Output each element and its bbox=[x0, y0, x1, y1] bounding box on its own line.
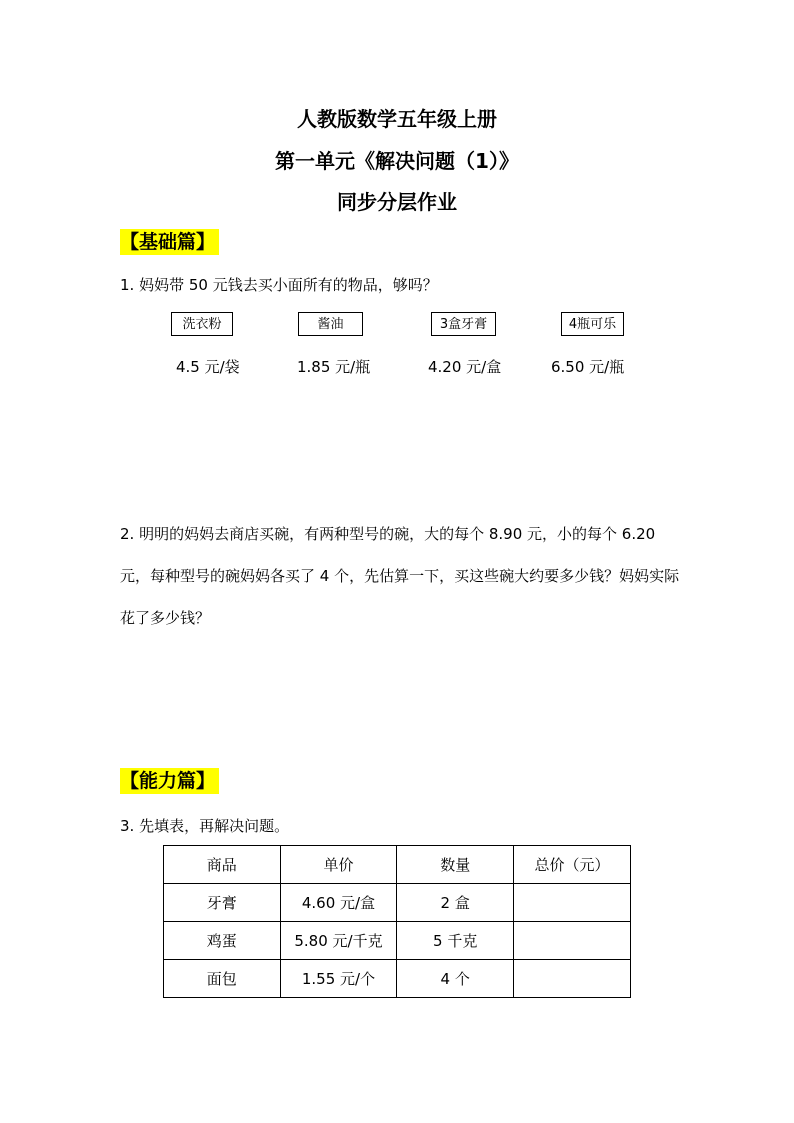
fill-in-table bbox=[163, 845, 631, 998]
table-cell: 4 个 bbox=[397, 960, 514, 998]
item-price-cola: 6.50 元/瓶 bbox=[551, 358, 625, 376]
table-header-cell: 商品 bbox=[164, 846, 281, 884]
item-price-detergent: 4.5 元/袋 bbox=[176, 358, 240, 376]
section-basic-label: 【基础篇】 bbox=[120, 229, 219, 255]
table-cell: 2 盒 bbox=[397, 884, 514, 922]
question-3: 3. 先填表，再解决问题。 bbox=[120, 817, 290, 835]
item-box-detergent: 洗衣粉 bbox=[171, 312, 233, 336]
question-2: 2. 明明的妈妈去商店买碗，有两种型号的碗，大的每个 8.90 元，小的每个 6.20 元，每种型号的碗妈妈各买了 4 个，先估算一下，买这些碗大约要多少钱？妈妈实际花了多少钱？ bbox=[120, 525, 680, 627]
table-cell: 4.60 元/盒 bbox=[280, 884, 397, 922]
section-ability-label: 【能力篇】 bbox=[120, 768, 219, 794]
table-header-cell: 总价（元） bbox=[513, 846, 630, 884]
table-cell: 5.80 元/千克 bbox=[280, 922, 397, 960]
page-title: 人教版数学五年级上册 bbox=[297, 107, 497, 131]
table-header-cell: 数量 bbox=[397, 846, 514, 884]
item-box-cola: 4瓶可乐 bbox=[561, 312, 624, 336]
question-1: 1. 妈妈带 50 元钱去买小面所有的物品，够吗？ bbox=[120, 276, 438, 294]
table-cell: 鸡蛋 bbox=[164, 922, 281, 960]
table-row bbox=[164, 884, 631, 922]
table-header-cell: 单价 bbox=[280, 846, 397, 884]
homework-title: 同步分层作业 bbox=[337, 190, 457, 214]
table-cell: 5 千克 bbox=[397, 922, 514, 960]
table-cell: 牙膏 bbox=[164, 884, 281, 922]
unit-title: 第一单元《解决问题（1）》 bbox=[275, 149, 519, 173]
table-row bbox=[164, 922, 631, 960]
table-row bbox=[164, 960, 631, 998]
table-header-row bbox=[164, 846, 631, 884]
item-box-soy-sauce: 酱油 bbox=[298, 312, 363, 336]
table-cell-blank[interactable] bbox=[513, 884, 630, 922]
table-cell-blank[interactable] bbox=[513, 960, 630, 998]
table-cell: 面包 bbox=[164, 960, 281, 998]
table-cell: 1.55 元/个 bbox=[280, 960, 397, 998]
table-cell-blank[interactable] bbox=[513, 922, 630, 960]
item-price-soy-sauce: 1.85 元/瓶 bbox=[297, 358, 371, 376]
item-price-toothpaste: 4.20 元/盒 bbox=[428, 358, 502, 376]
item-box-toothpaste: 3盒牙膏 bbox=[431, 312, 496, 336]
